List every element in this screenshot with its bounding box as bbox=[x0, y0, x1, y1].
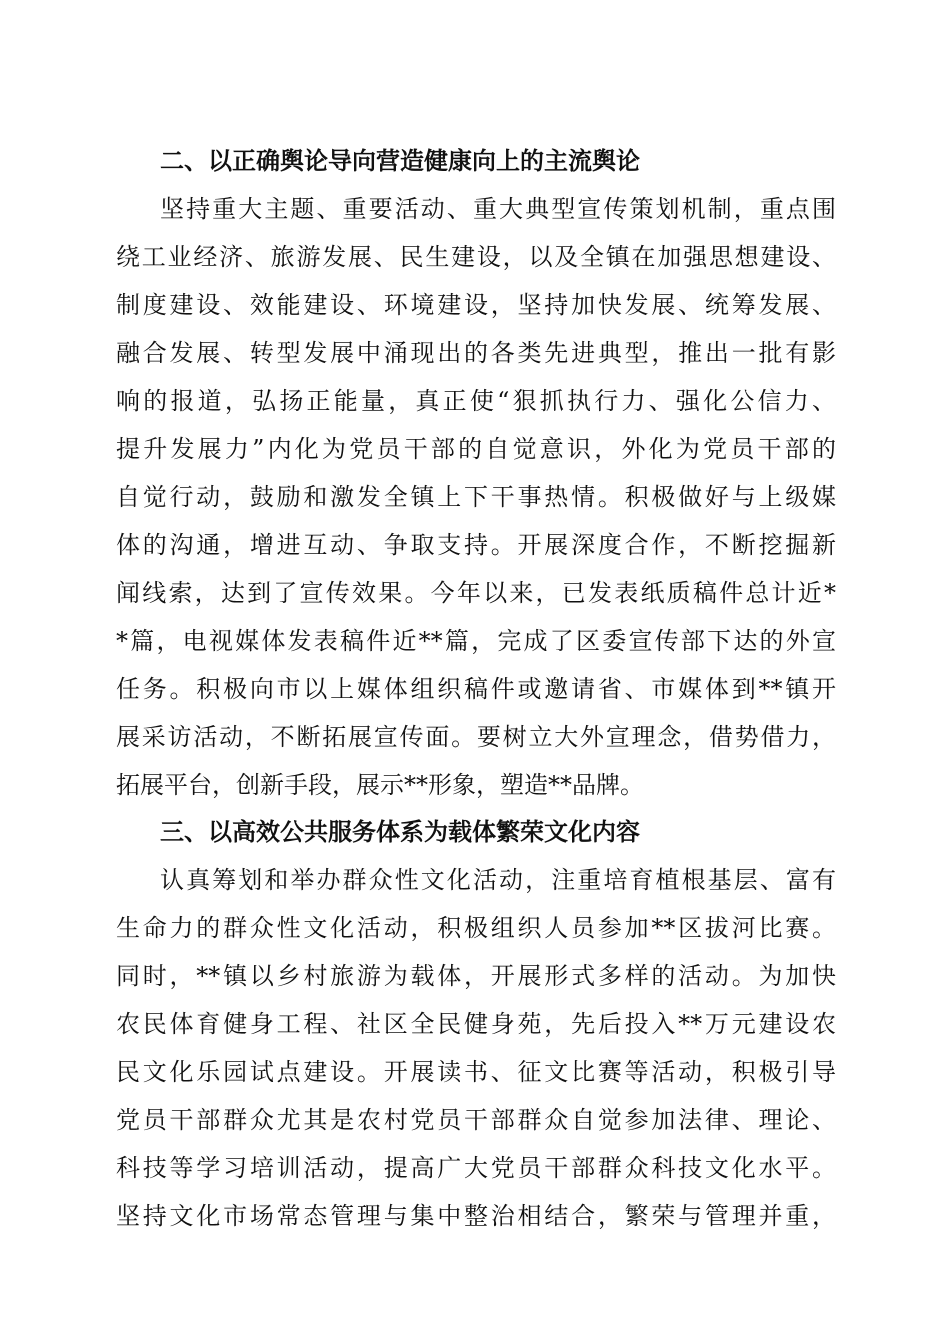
paragraph-line: *篇，电视媒体发表稿件近**篇，完成了区委宣传部下达的外宣 bbox=[116, 627, 836, 655]
document-body bbox=[116, 138, 836, 1240]
section-2-paragraph bbox=[116, 185, 836, 809]
paragraph-line: 自觉行动，鼓励和激发全镇上下干事热情。积极做好与上级媒 bbox=[116, 483, 836, 511]
section-2-heading: 二、以正确舆论导向营造健康向上的主流舆论 bbox=[160, 147, 640, 175]
paragraph-line: 绕工业经济、旅游发展、民生建设，以及全镇在加强思想建设、 bbox=[116, 243, 836, 271]
paragraph-line: 拓展平台，创新手段，展示**形象，塑造**品牌。 bbox=[116, 771, 644, 799]
paragraph-line: 融合发展、转型发展中涌现出的各类先进典型，推出一批有影 bbox=[116, 339, 836, 367]
paragraph-line: 认真筹划和举办群众性文化活动，注重培育植根基层、富有 bbox=[160, 866, 836, 894]
paragraph-line: 民文化乐园试点建设。开展读书、征文比赛等活动，积极引导 bbox=[116, 1058, 836, 1086]
paragraph-line: 响的报道，弘扬正能量，真正使“狠抓执行力、强化公信力、 bbox=[116, 387, 836, 415]
paragraph-line: 提升发展力”内化为党员干部的自觉意识，外化为党员干部的 bbox=[116, 435, 836, 463]
paragraph-line: 闻线索，达到了宣传效果。今年以来，已发表纸质稿件总计近* bbox=[116, 579, 836, 607]
paragraph-line: 坚持重大主题、重要活动、重大典型宣传策划机制，重点围 bbox=[160, 195, 836, 223]
paragraph-line: 科技等学习培训活动，提高广大党员干部群众科技文化水平。 bbox=[116, 1154, 836, 1182]
paragraph-line: 生命力的群众性文化活动，积极组织人员参加**区拔河比赛。 bbox=[116, 914, 836, 942]
paragraph-line: 农民体育健身工程、社区全民健身苑，先后投入**万元建设农 bbox=[116, 1010, 836, 1038]
paragraph-line: 党员干部群众尤其是农村党员干部群众自觉参加法律、理论、 bbox=[116, 1106, 836, 1134]
section-3-paragraph bbox=[116, 856, 836, 1240]
paragraph-line: 同时，**镇以乡村旅游为载体，开展形式多样的活动。为加快 bbox=[116, 962, 836, 990]
paragraph-line: 制度建设、效能建设、环境建设，坚持加快发展、统筹发展、 bbox=[116, 291, 836, 319]
paragraph-line: 体的沟通，增进互动、争取支持。开展深度合作，不断挖掘新 bbox=[116, 531, 836, 559]
paragraph-line: 坚持文化市场常态管理与集中整治相结合，繁荣与管理并重， bbox=[116, 1202, 836, 1230]
paragraph-line: 展采访活动，不断拓展宣传面。要树立大外宣理念，借势借力， bbox=[116, 723, 836, 751]
paragraph-line: 任务。积极向市以上媒体组织稿件或邀请省、市媒体到**镇开 bbox=[116, 675, 836, 703]
section-3-heading: 三、以高效公共服务体系为载体繁荣文化内容 bbox=[160, 818, 640, 846]
